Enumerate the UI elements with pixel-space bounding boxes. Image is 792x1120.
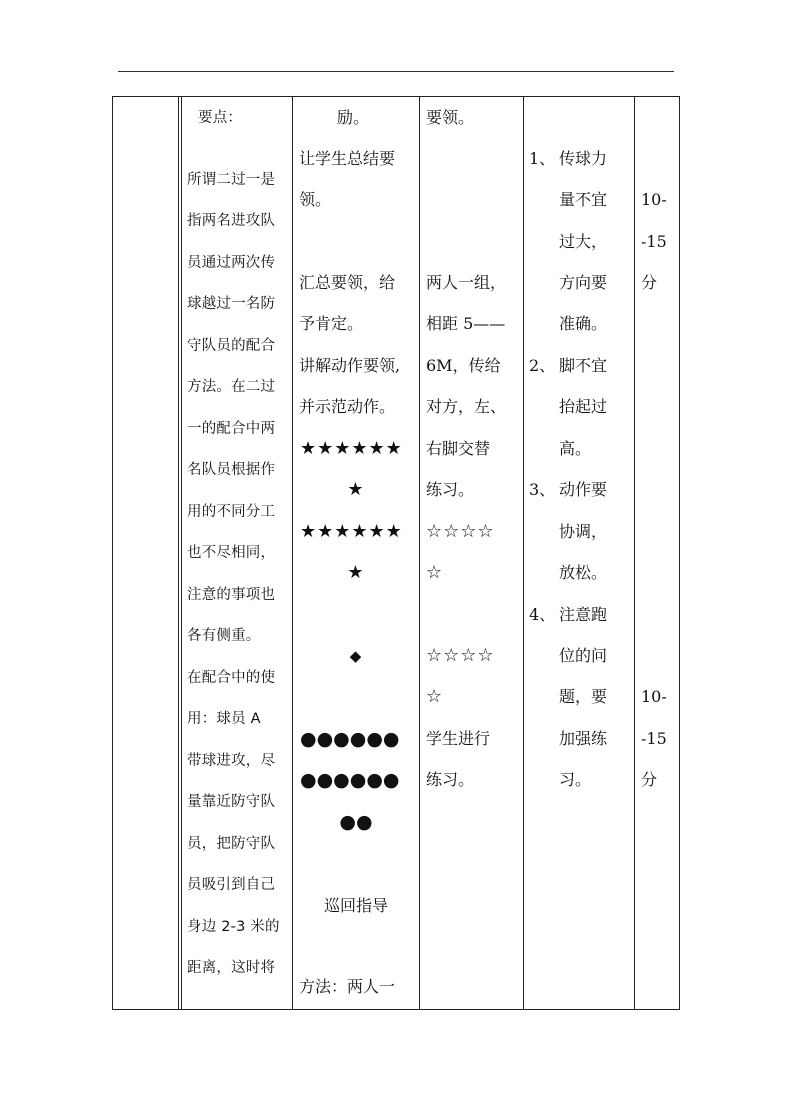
requirement-number: 4、 [529,605,556,624]
requirement-line: 习。 [559,770,592,789]
requirement-line: 动作要 [559,480,608,499]
key-points-line: 注意的事项也 [187,587,276,603]
student-text: 相距 5—— [426,314,506,333]
requirements-cell [524,96,634,1010]
formation-outline-stars: ☆ [426,686,444,707]
requirement-line: 题，要 [559,687,608,706]
key-points-line: 带球进攻，尽 [187,753,276,769]
key-points-line: 员通过两次传 [187,255,276,271]
key-points-line: 用：球员 A [187,711,261,727]
formation-stars: ★★★★★★ [300,521,403,542]
teacher-text: 予肯定。 [299,314,364,333]
teacher-text: 并示范动作。 [299,397,396,416]
student-text: 练习。 [426,770,475,789]
teacher-text: 励。 [337,108,370,127]
key-points-line: 方法。在二过 [187,379,276,395]
requirement-line: 准确。 [559,314,608,333]
student-text: 对方，左、 [426,397,507,416]
formation-outline-stars: ☆☆☆☆ [426,645,495,666]
requirement-number: 1、 [529,149,556,168]
time-cell [635,96,680,1010]
formation-stars: ★★★★★★ [300,438,403,459]
requirement-line: 高。 [559,439,592,458]
key-points-line: 身边 2-3 米的 [187,919,280,935]
requirement-line: 传球力 [559,149,608,168]
requirement-line: 方向要 [559,273,608,292]
key-points-line: 也不尽相同， [187,545,276,561]
formation-stars: ★ [347,562,365,583]
teacher-text: 巡回指导 [323,896,388,915]
requirement-line: 加强练 [559,729,608,748]
formation-dots: ●●●●●● [300,728,400,750]
key-points-line: 名队员根据作 [187,462,276,478]
column-divider [178,96,179,1010]
requirement-line: 注意跑 [559,605,608,624]
student-text: 右脚交替 [426,439,491,458]
key-points-line: 员，把防守队 [187,836,276,852]
requirement-line: 脚不宜 [559,356,608,375]
requirement-line: 位的问 [559,646,608,665]
teacher-text: 方法：两人一 [299,977,396,996]
formation-stars: ★ [347,479,365,500]
time-text: 10- [641,190,667,209]
key-points-line: 各有侧重。 [187,628,261,644]
teacher-diamond: ◆ [349,647,363,665]
key-points-line: 员吸引到自己 [187,877,276,893]
student-text: 6M，传给 [426,356,501,375]
student-text: 要领。 [426,108,475,127]
key-points-line: 量靠近防守队 [187,794,276,810]
teacher-text: 让学生总结要 [299,149,396,168]
formation-outline-stars: ☆☆☆☆ [426,521,495,542]
formation-dots: ●● [339,811,373,833]
time-text: 分 [641,273,658,292]
requirement-number: 3、 [529,480,556,499]
student-text: 练习。 [426,480,475,499]
requirement-line: 量不宜 [559,190,608,209]
student-text: 学生进行 [426,729,491,748]
requirement-line: 放松。 [559,563,608,582]
teacher-text: 领。 [299,190,332,209]
requirement-line: 过大， [559,232,608,251]
key-points-line: 指两名进攻队 [187,213,276,229]
student-activity-cell [420,96,523,1010]
key-points-line: 在配合中的使 [187,670,276,686]
formation-dots: ●●●●●● [300,769,400,791]
time-text: -15 [641,232,667,251]
teacher-text: 汇总要领，给 [299,273,396,292]
key-points-line: 守队员的配合 [187,338,276,354]
key-points-line: 用的不同分工 [187,504,276,520]
header-rule [118,71,674,72]
time-text: -15 [641,729,667,748]
student-text: 两人一组， [426,273,507,292]
key-points-line: 球越过一名防 [187,296,276,312]
key-points-cell [182,96,292,1010]
time-text: 分 [641,770,658,789]
requirement-number: 2、 [529,356,556,375]
key-points-line: 距离，这时将 [187,960,276,976]
key-points-heading: 要点： [198,110,243,126]
formation-outline-stars: ☆ [426,562,444,583]
teacher-text: 讲解动作要领, [299,356,401,375]
requirement-line: 协调， [559,522,608,541]
requirement-line: 抬起过 [559,397,608,416]
teacher-activity-cell [293,96,419,1010]
time-text: 10- [641,687,667,706]
key-points-line: 一的配合中两 [187,421,276,437]
key-points-line: 所谓二过一是 [187,172,276,188]
